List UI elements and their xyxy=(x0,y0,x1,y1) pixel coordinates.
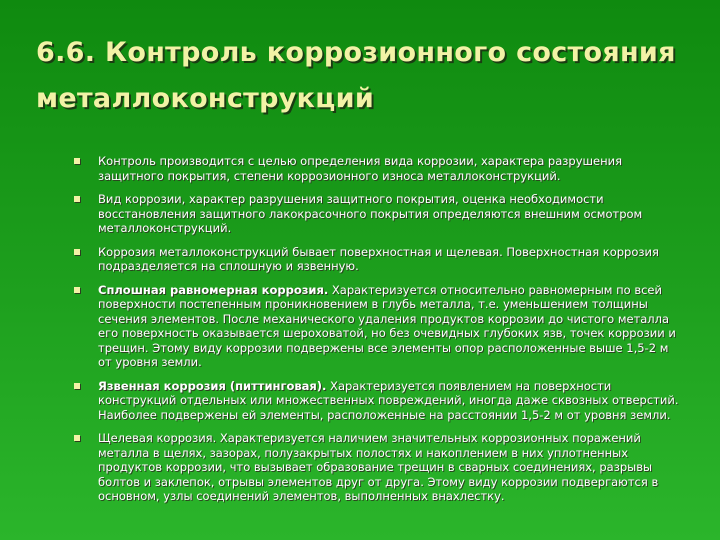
square-bullet-icon xyxy=(74,196,80,202)
bullet-lead: Сплошная равномерная коррозия. xyxy=(98,282,329,297)
square-bullet-icon xyxy=(74,383,80,389)
bullet-text: Щелевая коррозия. Характеризуется наличием значительных коррозионных поражений металла в щелях, зазорах, полузакрытых полостях и накоплением в них уплотненных продуктов коррозии, что вызывает образование трещин в сварных соединениях, разрывы болтов и заклепок, отрывы элементов друг от друга. Этому виду коррозии подвергаются в основном, узлы соединений элементов, выполненных внахлестку. xyxy=(98,431,659,503)
square-bullet-icon xyxy=(74,249,80,255)
bullet-text: Характеризуется относительно равномерным по всей поверхности постепенным проникновением в глубь металла, т.е. уменьшением толщины сечения элементов. После механического удаления продуктов коррозии до чистого металла его поверхность оказывается шероховатой, но без очевидных глубоких язв, точек коррозии и трещин. Этому виду коррозии подвержены все элементы опор расположенные выше 1,5-2 м от уровня земли. xyxy=(98,282,676,369)
slide-title: 6.6. Контроль коррозионного состояния металлоконструкций xyxy=(36,37,676,114)
bullet-item xyxy=(74,283,680,370)
square-bullet-icon xyxy=(74,435,80,441)
square-bullet-icon xyxy=(74,287,80,293)
bullet-item xyxy=(74,154,680,183)
bullet-item xyxy=(74,192,680,236)
bullet-lead: Язвенная коррозия (питтинговая). xyxy=(98,378,327,393)
bullet-list xyxy=(74,154,680,513)
bullet-item xyxy=(74,379,680,423)
bullet-item xyxy=(74,245,680,274)
bullet-text: Контроль производится с целью определения вида коррозии, характера разрушения защитного покрытия, степени коррозионного износа металлоконструкций. xyxy=(98,154,623,183)
square-bullet-icon xyxy=(74,158,80,164)
bullet-text: Характеризуется появлением на поверхности конструкций отдельных или множественных повреждений, иногда даже сквозных отверстий. Наиболее подвержены ей элементы, расположенные на расстоянии 1,5-2 м от уровня земли. xyxy=(98,378,679,422)
bullet-text: Коррозия металлоконструкций бывает поверхностная и щелевая. Поверхностная коррозия подразделяется на сплошную и язвенную. xyxy=(98,244,659,273)
bullet-item xyxy=(74,431,680,504)
bullet-text: Вид коррозии, характер разрушения защитного покрытия, оценка необходимости восстановления защитного лакокрасочного покрытия определяются внешним осмотром металлоконструкций. xyxy=(98,192,643,235)
